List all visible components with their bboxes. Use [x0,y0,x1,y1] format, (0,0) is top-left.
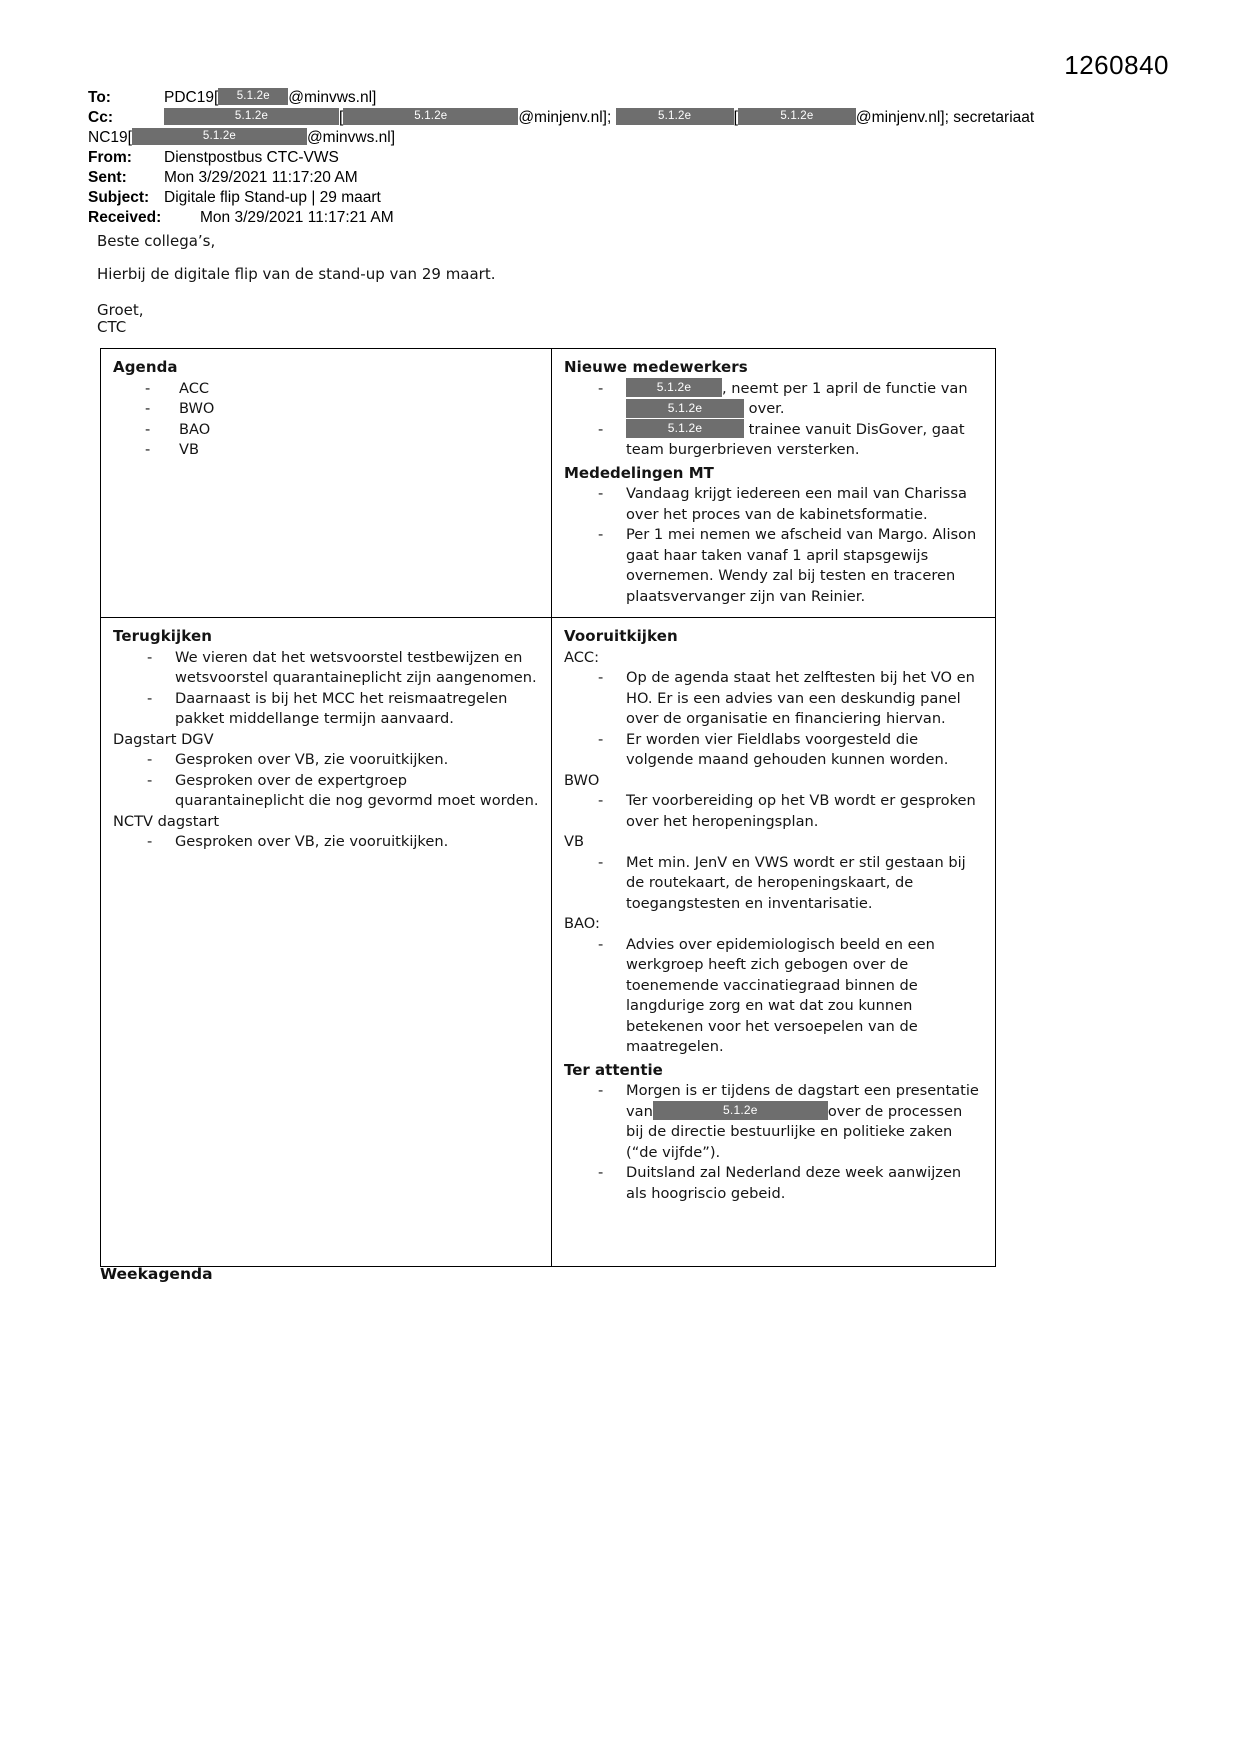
list-item-continuation: team burgerbrieven versterken. [626,441,860,458]
cc-line2-suffix: @minvws.nl] [306,129,396,146]
header-row-to [88,88,1098,108]
email-header [88,88,1098,228]
acc-label: ACC: [564,648,600,666]
list-item: - Advies over epidemiologisch beeld en een werkgroep heeft zich gebogen over de toenemende vaccinatiegraad binnen de langdurige zorg en wat dat zou kunnen betekenen voor het versoepelen van de maatregelen. [564,935,983,1058]
received-value: Mon 3/29/2021 11:17:21 AM [200,209,394,226]
table-row [101,349,996,618]
redaction-box: 5.1.2e [616,108,734,125]
list-item: - Met min. JenV en VWS wordt er stil gestaan bij de routekaart, de heropeningskaart, de toegangstesten en inventarisatie. [564,853,983,915]
list-item-text: trainee vanuit DisGover, gaat [748,420,965,438]
cc-label: Cc: [88,109,113,126]
to-label: To: [88,89,111,106]
cc-line2-prefix: NC19[ [88,129,132,146]
header-row-from [88,148,1098,168]
header-row-cc-continued [88,128,1098,148]
list-item: - Per 1 mei nemen we afscheid van Margo. Alison gaat haar taken vanaf 1 april stapsgewijs overnemen. Wendy zal bij testen en traceren plaatsvervanger zijn van Reinier. [564,525,983,607]
list-item: - Op de agenda staat het zelftesten bij het VO en HO. Er is een advies van een deskundig panel over de organisatie en financiering hiervan. [564,668,983,730]
list-item: - ACC [113,379,539,400]
cell-terugkijken [101,618,552,1267]
agenda-title: Agenda [113,358,178,376]
to-suffix: @minvws.nl] [288,89,377,106]
ter-attentie-title: Ter attentie [564,1060,663,1079]
vb-list [564,853,983,915]
nieuwe-medewerkers-title: Nieuwe medewerkers [564,358,748,376]
redaction-box: 5.1.2e [218,88,288,105]
bwo-label: BWO [564,771,600,789]
list-item-text-after: over de processen bij de directie bestuurlijke en politieke zaken (“de vijfde”). [626,1102,963,1161]
list-item-text: , neemt per 1 april de functie van [722,379,968,397]
list-item: - Ter voorbereiding op het VB wordt er gesproken over het heropeningsplan. [564,791,983,832]
cell-nieuwe-medewerkers [552,349,996,618]
list-item [564,1081,983,1163]
list-item: - Er worden vier Fieldlabs voorgesteld die volgende maand gehouden kunnen worden. [564,730,983,771]
list-item [564,420,983,441]
cc-domain-2: @minjenv.nl]; secretariaat [855,109,1035,126]
list-item-text-before: Morgen is er tijdens de dagstart een presentatie van [626,1082,979,1120]
subject-label: Subject: [88,189,150,206]
vb-label: VB [564,833,584,850]
bao-list [564,935,983,1058]
to-prefix: PDC19[ [164,89,219,106]
redaction-box: 5.1.2e [626,399,744,418]
signoff-text: Groet, [97,301,144,319]
bao-label: BAO: [564,915,600,932]
weekagenda-heading: Weekagenda [100,1265,213,1283]
flip-table [100,348,996,1267]
cell-agenda [101,349,552,618]
sent-label: Sent: [88,169,127,186]
mededelingen-mt-list [564,484,983,607]
cc-bracket: [ [339,109,344,126]
list-item-text: over. [748,400,785,417]
mededelingen-mt-title: Mededelingen MT [564,463,714,482]
list-item: - Gesproken over VB, zie vooruitkijken. [113,832,539,853]
greeting-text: Beste collega’s, [97,232,216,250]
header-row-received [88,208,1098,228]
redaction-box: 5.1.2e [164,108,339,125]
redaction-box: 5.1.2e [626,378,722,397]
list-item: - Vandaag krijgt iedereen een mail van Charissa over het proces van de kabinetsformatie. [564,484,983,525]
received-label: Received: [88,209,162,226]
terugkijken-title: Terugkijken [113,627,213,645]
list-item: - Duitsland zal Nederland deze week aanwijzen als hoogriscio gebeid. [564,1163,983,1204]
ter-attentie-list [564,1081,983,1204]
agenda-list [113,379,539,461]
list-item-continuation [564,399,983,420]
vooruitkijken-title: Vooruitkijken [564,627,678,645]
list-item: - BWO [113,399,539,420]
header-row-cc [88,108,1098,128]
redaction-box: 5.1.2e [653,1101,828,1120]
dagstart-dgv-label: Dagstart DGV [113,730,214,748]
cc-bracket-2: [ [733,109,738,126]
list-item [564,379,983,400]
header-row-subject [88,188,1098,208]
terugkijken-list [113,648,539,730]
nieuwe-medewerkers-list [564,379,983,461]
list-item: - We vieren dat het wetsvoorstel testbewijzen en wetsvoorstel quarantaineplicht zijn aangenomen. [113,648,539,689]
redaction-box: 5.1.2e [132,128,307,145]
redaction-box: 5.1.2e [626,419,744,438]
list-item: - Gesproken over VB, zie vooruitkijken. [113,750,539,771]
acc-list [564,668,983,771]
cc-domain-1: @minjenv.nl]; [518,109,612,126]
signoff-name: CTC [97,318,127,336]
from-value: Dienstpostbus CTC-VWS [164,149,339,166]
cell-vooruitkijken [552,618,996,1267]
list-item: - BAO [113,420,539,441]
document-number: 1260840 [1064,50,1169,80]
header-row-sent [88,168,1098,188]
redaction-box: 5.1.2e [738,108,856,125]
from-label: From: [88,149,132,166]
table-row [101,618,996,1267]
bwo-list [564,791,983,832]
intro-text: Hierbij de digitale flip van de stand-up van 29 maart. [97,265,496,283]
sent-value: Mon 3/29/2021 11:17:20 AM [164,169,358,186]
list-item: - VB [113,440,539,461]
nctv-dagstart-list [113,832,539,853]
dagstart-dgv-list [113,750,539,812]
list-item: - Daarnaast is bij het MCC het reismaatregelen pakket middellange termijn aanvaard. [113,689,539,730]
subject-value: Digitale flip Stand-up | 29 maart [164,189,381,206]
nctv-dagstart-label: NCTV dagstart [113,812,220,830]
list-item: - Gesproken over de expertgroep quarantaineplicht die nog gevormd moet worden. [113,771,539,812]
redaction-box: 5.1.2e [343,108,518,125]
